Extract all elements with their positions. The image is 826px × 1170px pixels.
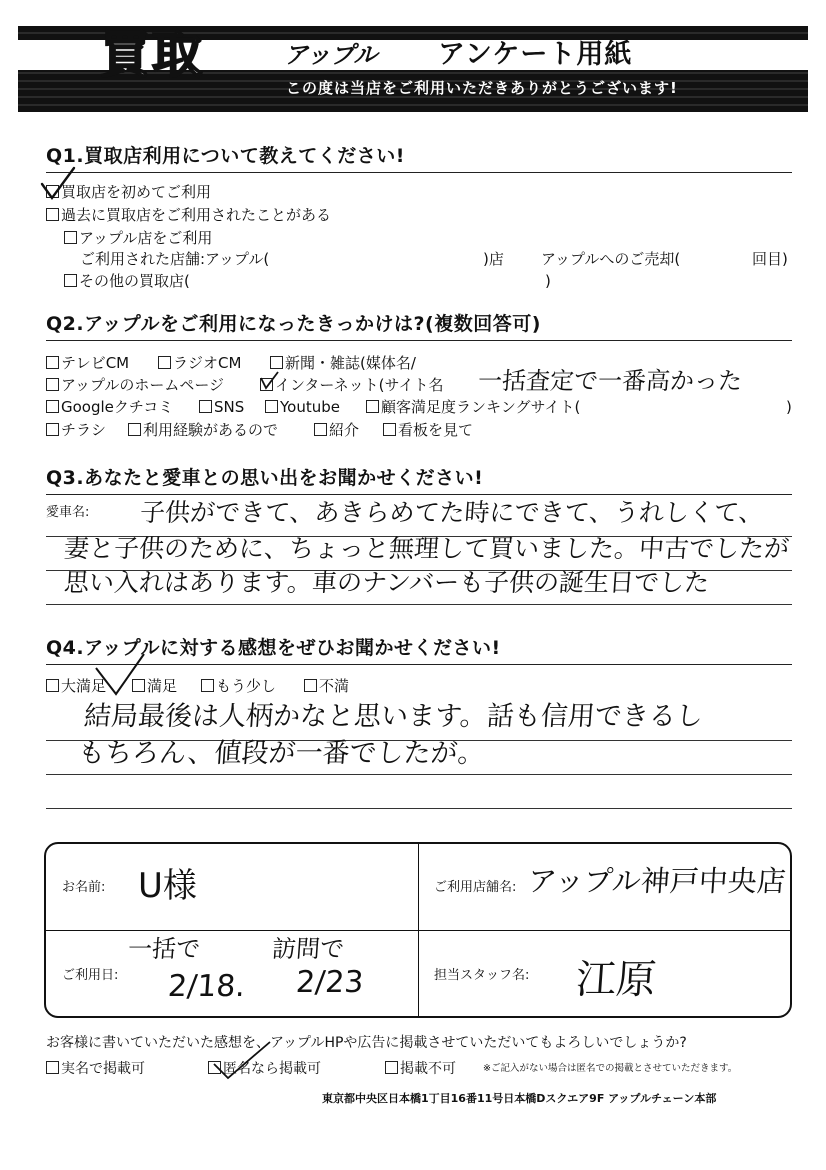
option-label: アップル店をご利用 xyxy=(79,229,213,247)
option-label: 実名で掲載可 xyxy=(61,1061,145,1077)
q3-answer-line-2: 妻と子供のために、ちょっと無理して買いました。中古でしたが xyxy=(63,534,791,563)
option-label: 大満足 xyxy=(61,677,107,695)
option-label: アップルのホームページ xyxy=(61,376,225,394)
q4-answer-line-2: もちろん、値段が一番でしたが。 xyxy=(76,738,486,769)
option-label: 匿名なら掲載可 xyxy=(223,1061,321,1077)
checkbox[interactable] xyxy=(385,1061,398,1074)
answer-line xyxy=(46,808,792,809)
q3-title: Q3.あなたと愛車との思い出をお聞かせください! xyxy=(46,467,484,489)
q2-internet-answer: 一括査定で一番高かった xyxy=(477,367,743,395)
check-mark-icon xyxy=(206,1040,276,1080)
q2-ranking-suffix: ) xyxy=(786,398,792,416)
q1-other-suffix: ) xyxy=(545,272,551,290)
q2-option-youtube[interactable] xyxy=(265,397,340,417)
q1-option-other[interactable] xyxy=(64,271,190,291)
store-value: アップル神戸中央店 xyxy=(526,864,788,898)
option-label: 紹介 xyxy=(329,421,360,439)
q3-answer-line-1: 子供ができて、あきらめてた時にできて、うれしくて、 xyxy=(139,498,765,527)
checkbox[interactable] xyxy=(383,423,396,436)
option-label: Googleクチコミ xyxy=(61,398,174,416)
option-label: SNS xyxy=(214,398,245,416)
checkbox[interactable] xyxy=(304,679,317,692)
q4-answer-line-1: 結局最後は人柄かなと思います。話も信用できるし xyxy=(82,701,704,732)
q2-underline xyxy=(46,340,792,341)
q4-option-so-so[interactable] xyxy=(201,676,276,696)
option-label: ラジオCM xyxy=(173,354,242,372)
option-label: その他の買取店( xyxy=(79,272,190,290)
checkbox[interactable] xyxy=(199,400,212,413)
option-label: 新聞・雑誌(媒体名/ xyxy=(285,354,416,372)
checkbox[interactable] xyxy=(64,231,77,244)
answer-line xyxy=(46,774,792,775)
option-label: チラシ xyxy=(61,421,107,439)
checkbox[interactable] xyxy=(265,400,278,413)
header-banner xyxy=(18,26,808,112)
q2-option-referral[interactable] xyxy=(314,420,359,440)
q3-car-label: 愛車名: xyxy=(46,505,90,520)
consent-question: お客様に書いていただいた感想を、アップルHPや広告に掲載させていただいてもよろしいでしょうか? xyxy=(46,1035,687,1051)
option-label: 顧客満足度ランキングサイト( xyxy=(381,398,581,416)
checkbox[interactable] xyxy=(46,423,59,436)
q3-answer-line-3: 思い入れはあります。車のナンバーも子供の誕生日でした xyxy=(63,568,711,597)
option-label: もう少し xyxy=(216,677,277,695)
q2-option-ranking[interactable] xyxy=(366,397,580,417)
checkbox[interactable] xyxy=(128,423,141,436)
footer-address: 東京都中央区日本橋1丁目16番11号日本橋Dスクエア9F アップルチェーン本部 xyxy=(322,1092,717,1105)
checkbox[interactable] xyxy=(64,274,77,287)
q1-sale-count-label: アップルへのご売却( xyxy=(541,250,681,268)
checkbox[interactable] xyxy=(314,423,327,436)
store-label: ご利用店舗名: xyxy=(434,880,517,895)
date-2-note: 訪問で xyxy=(271,935,345,963)
q1-title: Q1.買取店利用について教えてください! xyxy=(46,145,405,167)
staff-value: 江原 xyxy=(574,957,658,1003)
check-mark-icon xyxy=(38,164,78,204)
checkbox[interactable] xyxy=(46,378,59,391)
q2-option-tv[interactable] xyxy=(46,353,129,373)
name-label: お名前: xyxy=(62,880,106,895)
check-mark-icon xyxy=(90,650,150,700)
date-1-note: 一括で xyxy=(127,935,201,963)
checkbox[interactable] xyxy=(46,679,59,692)
option-label: Youtube xyxy=(280,398,340,416)
checkbox[interactable] xyxy=(46,208,59,221)
option-label: 看板を見て xyxy=(398,421,474,439)
consent-option-not-allowed[interactable] xyxy=(385,1059,456,1079)
q2-option-sns[interactable] xyxy=(199,397,244,417)
checkbox[interactable] xyxy=(201,679,214,692)
date-1-value: 2/18. xyxy=(166,969,247,1004)
header-subtitle: この度は当店をご利用いただきありがとうございます! xyxy=(286,79,678,97)
q2-option-google[interactable] xyxy=(46,397,173,417)
checkbox[interactable] xyxy=(270,356,283,369)
check-mark-icon xyxy=(258,370,280,392)
date-2-value: 2/23 xyxy=(294,965,365,1000)
q4-option-dissatisfied[interactable] xyxy=(304,676,349,696)
q1-option-past-use[interactable] xyxy=(46,205,331,225)
q2-option-homepage[interactable] xyxy=(46,375,224,395)
q1-store-line: ご利用された店舗:アップル( xyxy=(80,250,270,268)
date-label: ご利用日: xyxy=(62,968,119,983)
option-label: 不満 xyxy=(319,677,350,695)
q2-option-signboard[interactable] xyxy=(383,420,473,440)
q4-underline xyxy=(46,664,792,665)
checkbox[interactable] xyxy=(46,356,59,369)
checkbox[interactable] xyxy=(158,356,171,369)
frame-divider-vertical xyxy=(418,844,419,1016)
consent-option-real-name[interactable] xyxy=(46,1059,145,1079)
answer-line xyxy=(46,604,792,605)
q4-title: Q4.アップルに対する感想をぜひお聞かせください! xyxy=(46,637,501,659)
name-value: U様 xyxy=(138,866,197,906)
q2-option-flyer[interactable] xyxy=(46,420,106,440)
q1-underline xyxy=(46,172,792,173)
option-label: 過去に買取店をご利用されたことがある xyxy=(61,206,332,224)
option-label: 利用経験があるので xyxy=(143,421,279,439)
staff-label: 担当スタッフ名: xyxy=(434,968,530,983)
q2-option-experience[interactable] xyxy=(128,420,278,440)
option-label: テレビCM xyxy=(61,354,130,372)
q2-option-internet[interactable] xyxy=(260,375,443,395)
checkbox[interactable] xyxy=(46,1061,59,1074)
q1-store-suffix: )店 xyxy=(483,250,504,268)
option-label: インターネット(サイト名 xyxy=(275,376,444,394)
q1-sale-count-suffix: 回目) xyxy=(752,250,788,268)
option-label: 買取店を初めてご利用 xyxy=(61,183,212,201)
q1-option-apple[interactable] xyxy=(64,228,212,248)
header-form-title: アンケート用紙 xyxy=(438,39,633,70)
option-label: 掲載不可 xyxy=(400,1061,456,1077)
q2-option-newspaper[interactable] xyxy=(270,353,416,373)
consent-note: ※ご記入がない場合は匿名での掲載とさせていただきます。 xyxy=(483,1063,738,1074)
checkbox[interactable] xyxy=(366,400,379,413)
q3-underline xyxy=(46,494,792,495)
q2-option-radio[interactable] xyxy=(158,353,241,373)
checkbox[interactable] xyxy=(46,400,59,413)
header-brand-logo: アップル xyxy=(284,41,378,69)
header-main-title: 買取 xyxy=(100,26,204,84)
option-label: 満足 xyxy=(147,677,178,695)
q2-title: Q2.アップルをご利用になったきっかけは?(複数回答可) xyxy=(46,313,541,335)
